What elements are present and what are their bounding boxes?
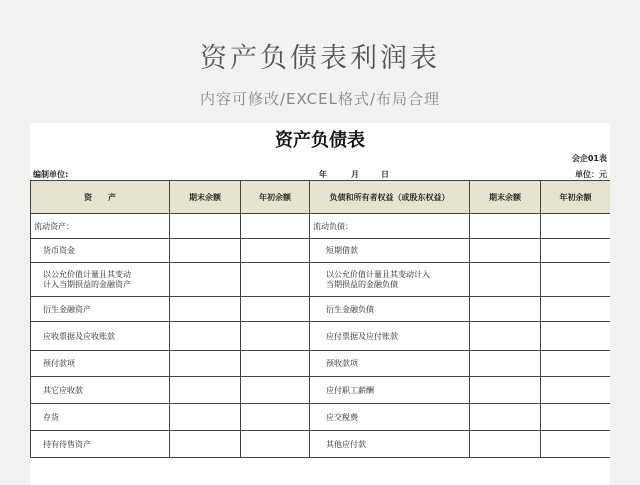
header-assets: 资 产 bbox=[31, 181, 170, 214]
asset-begin-balance-cell[interactable] bbox=[241, 297, 310, 322]
liability-label-line: 以公允价值计量且其变动计入 bbox=[326, 269, 430, 279]
table-row bbox=[31, 377, 611, 404]
table-row bbox=[31, 214, 611, 239]
liability-label: 流动负债： bbox=[310, 214, 470, 239]
liability-end-balance-cell[interactable] bbox=[470, 404, 541, 431]
form-code: 会企01表 bbox=[571, 154, 607, 163]
asset-label: 应收票据及应收账款 bbox=[31, 322, 170, 351]
liability-begin-balance-cell[interactable] bbox=[541, 322, 611, 351]
asset-label: 其它应收款 bbox=[31, 377, 170, 404]
liability-begin-balance-cell[interactable] bbox=[541, 377, 611, 404]
header-asset-end-balance: 期末余额 bbox=[170, 181, 241, 214]
asset-end-balance-cell[interactable] bbox=[170, 351, 241, 377]
asset-label: 流动资产： bbox=[31, 214, 170, 239]
asset-label-line: 以公允价值计量且其变动 bbox=[43, 269, 131, 279]
liability-label: 其他应付款 bbox=[310, 431, 470, 458]
asset-label: 存货 bbox=[31, 404, 170, 431]
table-row bbox=[31, 297, 611, 322]
liability-label bbox=[310, 263, 470, 297]
asset-end-balance-cell[interactable] bbox=[170, 239, 241, 263]
liability-begin-balance-cell[interactable] bbox=[541, 214, 611, 239]
header-asset-begin-balance: 年初余额 bbox=[241, 181, 310, 214]
day-label: 日 bbox=[381, 170, 389, 179]
asset-begin-balance-cell[interactable] bbox=[241, 263, 310, 297]
liability-label: 短期借款 bbox=[310, 239, 470, 263]
spreadsheet-page bbox=[30, 123, 610, 485]
asset-begin-balance-cell[interactable] bbox=[241, 431, 310, 458]
asset-begin-balance-cell[interactable] bbox=[241, 351, 310, 377]
header-liability-end-balance: 期末余额 bbox=[470, 181, 541, 214]
asset-begin-balance-cell[interactable] bbox=[241, 322, 310, 351]
unit-label: 单位：元 bbox=[575, 170, 607, 179]
asset-end-balance-cell[interactable] bbox=[170, 297, 241, 322]
liability-begin-balance-cell[interactable] bbox=[541, 297, 611, 322]
asset-end-balance-cell[interactable] bbox=[170, 214, 241, 239]
table-row bbox=[31, 431, 611, 458]
liability-label-line: 当期损益的金融负债 bbox=[326, 279, 398, 289]
asset-end-balance-cell[interactable] bbox=[170, 431, 241, 458]
table-row bbox=[31, 404, 611, 431]
liability-end-balance-cell[interactable] bbox=[470, 214, 541, 239]
table-row bbox=[31, 351, 611, 377]
liability-begin-balance-cell[interactable] bbox=[541, 404, 611, 431]
asset-begin-balance-cell[interactable] bbox=[241, 377, 310, 404]
table-row bbox=[31, 239, 611, 263]
asset-begin-balance-cell[interactable] bbox=[241, 214, 310, 239]
asset-begin-balance-cell[interactable] bbox=[241, 404, 310, 431]
liability-end-balance-cell[interactable] bbox=[470, 239, 541, 263]
header-row bbox=[31, 181, 611, 214]
liability-begin-balance-cell[interactable] bbox=[541, 263, 611, 297]
liability-label: 预收款项 bbox=[310, 351, 470, 377]
asset-label-line: 计入当期损益的金融资产 bbox=[43, 279, 131, 289]
liability-end-balance-cell[interactable] bbox=[470, 322, 541, 351]
liability-end-balance-cell[interactable] bbox=[470, 377, 541, 404]
liability-label: 应付票据及应付账款 bbox=[310, 322, 470, 351]
liability-label: 应付职工薪酬 bbox=[310, 377, 470, 404]
asset-label: 持有待售资产 bbox=[31, 431, 170, 458]
asset-end-balance-cell[interactable] bbox=[170, 263, 241, 297]
header-liabilities-equity: 负债和所有者权益（或股东权益） bbox=[310, 181, 470, 214]
sheet-title: 资产负债表 bbox=[275, 130, 365, 151]
liability-begin-balance-cell[interactable] bbox=[541, 431, 611, 458]
asset-end-balance-cell[interactable] bbox=[170, 377, 241, 404]
liability-end-balance-cell[interactable] bbox=[470, 351, 541, 377]
asset-label: 货币资金 bbox=[31, 239, 170, 263]
balance-sheet-table bbox=[30, 180, 610, 458]
header-liability-begin-balance: 年初余额 bbox=[541, 181, 611, 214]
banner-subtitle: 内容可修改/EXCEL格式/布局合理 bbox=[199, 90, 441, 108]
table-row bbox=[31, 263, 611, 297]
liability-end-balance-cell[interactable] bbox=[470, 297, 541, 322]
banner-title: 资产负债表利润表 bbox=[200, 43, 440, 74]
liability-end-balance-cell[interactable] bbox=[470, 431, 541, 458]
liability-begin-balance-cell[interactable] bbox=[541, 351, 611, 377]
org-label: 编制单位: bbox=[33, 170, 69, 179]
year-label: 年 bbox=[319, 170, 327, 179]
asset-label: 预付款项 bbox=[31, 351, 170, 377]
liability-label: 衍生金融负债 bbox=[310, 297, 470, 322]
asset-label bbox=[31, 263, 170, 297]
asset-begin-balance-cell[interactable] bbox=[241, 239, 310, 263]
liability-label: 应交税费 bbox=[310, 404, 470, 431]
liability-end-balance-cell[interactable] bbox=[470, 263, 541, 297]
table-row bbox=[31, 322, 611, 351]
asset-end-balance-cell[interactable] bbox=[170, 322, 241, 351]
liability-begin-balance-cell[interactable] bbox=[541, 239, 611, 263]
asset-end-balance-cell[interactable] bbox=[170, 404, 241, 431]
month-label: 月 bbox=[351, 170, 359, 179]
asset-label: 衍生金融资产 bbox=[31, 297, 170, 322]
table-body bbox=[31, 214, 611, 458]
